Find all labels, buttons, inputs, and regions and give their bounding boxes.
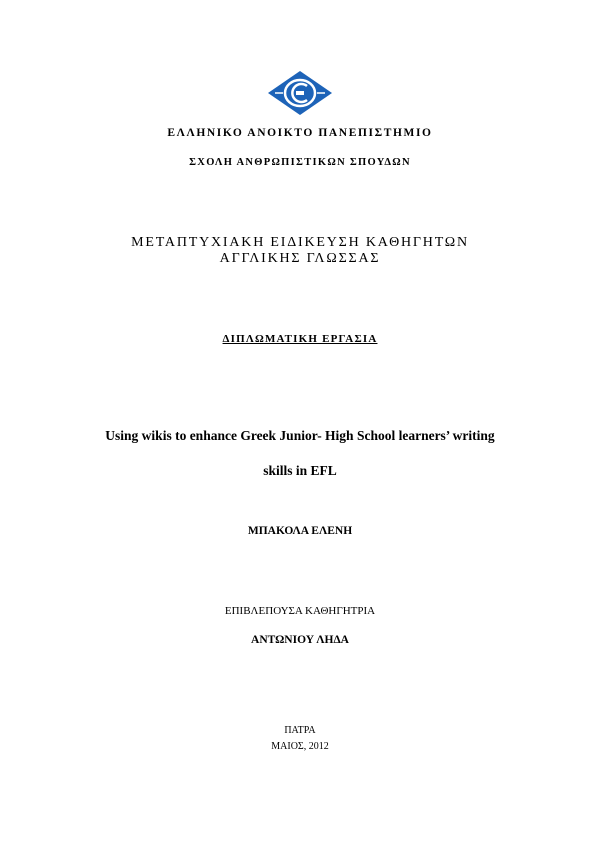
program-title-line-1: ΜΕΤΑΠΤΥΧΙΑΚΗ ΕΙΔΙΚΕΥΣΗ ΚΑΘΗΓΗΤΩΝ	[131, 235, 469, 250]
thesis-title-line-2: skills in EFL	[263, 463, 337, 478]
document-type: ΔΙΠΛΩΜΑΤΙΚΗ ΕΡΓΑΣΙΑ	[222, 333, 378, 345]
university-logo-icon	[267, 70, 333, 116]
supervisor-name: ΑΝΤΩΝΙΟΥ ΛΗΔΑ	[251, 634, 349, 646]
author-name: ΜΠΑΚΟΛΑ ΕΛΕΝΗ	[247, 525, 353, 537]
supervisor-label: ΕΠΙΒΛΕΠΟΥΣΑ ΚΑΘΗΓΗΤΡΙΑ	[224, 605, 376, 617]
city: ΠΑΤΡΑ	[284, 725, 316, 736]
date: ΜΑΙΟΣ, 2012	[271, 741, 329, 752]
school-name: ΣΧΟΛΗ ΑΝΘΡΩΠΙΣΤΙΚΩΝ ΣΠΟΥΔΩΝ	[189, 157, 411, 168]
program-title-line-2: ΑΓΓΛΙΚΗΣ ΓΛΩΣΣΑΣ	[219, 251, 381, 266]
university-name: ΕΛΛΗΝΙΚΟ ΑΝΟΙΚΤΟ ΠΑΝΕΠΙΣΤΗΜΙΟ	[167, 127, 433, 139]
thesis-title-line-1: Using wikis to enhance Greek Junior- High School learners’ writing	[105, 428, 495, 443]
